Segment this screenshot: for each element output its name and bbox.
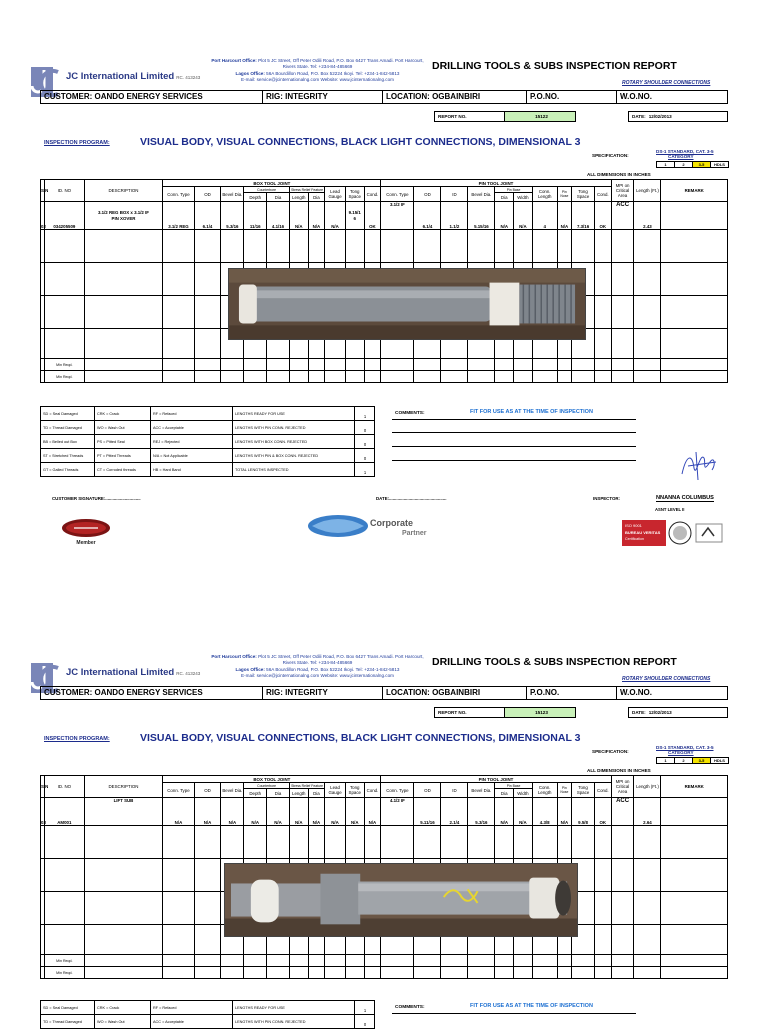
dims-note: ALL DIMENSIONS IN INCHES (587, 768, 651, 773)
comments-text: FIT FOR USE AS AT THE TIME OF INSPECTION (470, 409, 593, 415)
report-no-value: 15122 (504, 112, 575, 121)
legend-row: SD = Seal Damaged CRK = Crack RF = Refaced LENGTHS READY FOR USE 1 (41, 1001, 375, 1015)
comment-line (392, 1013, 636, 1014)
table-row: 03 AM001 LIFT SUB N/A N/A N/A N/A N/A N/A N/A N/A N/A N/A 4.1/2 IF 5.11/16 2.1/4 5.3/16 N/A N/A 4.3/8 N/A 9.5/8 OK ACC 2.64 (41, 798, 728, 826)
rig-field: RIG: INTEGRITY (263, 91, 383, 103)
category-selector: 1 2 3-5 HDLS (656, 757, 729, 764)
wo-field: W.O.NO. (620, 92, 652, 101)
location-field: LOCATION: OGBAINBIRI (383, 687, 527, 699)
date-value: 12/02/2013 (648, 114, 672, 119)
po-field: P.O.NO. (527, 687, 617, 699)
svg-text:Member: Member (76, 540, 96, 546)
customer-field: CUSTOMER: OANDO ENERGY SERVICES (41, 91, 263, 103)
comment-line (392, 446, 636, 447)
location-field: LOCATION: OGBAINBIRI (383, 91, 527, 103)
comments-label: COMMENTS: (395, 411, 425, 416)
wo-field: W.O.NO. (620, 688, 652, 697)
customer-field: CUSTOMER: OANDO ENERGY SERVICES (41, 687, 263, 699)
office-addresses: Port Harcourt Office: Plot 5 JC Street, Off Peter Odili Road, P.O. Box 6427 Trans Amadi. Port Harcourt, Rivers State. Tel: +234-84-485669 Lagos Office: 56A Bourdillon Road, P.O. Box 52224 Ikoyi. Tel: +234-1-842-5813 E-mail: service@jcinternationalng.com Website: www.jcinternationalng.com (211, 58, 424, 82)
inspection-table: S/N ID. NO DESCRIPTION BOX TOOL JOINT PIN TOOL JOINT MPI on Critical Area Length (Ft.) REMARK Conn. Type OD Bevel Dia. Counterbore Stress Relief Feature Lead Gauge Tong Space Cond. Conn. Type OD ID Bevel Dia. Pin Base Conn. Length Pin Nose Tong Space Cond. Depth Dia Length Dia Dia Width 02 034205509 3.1/2 REG BOX x 3.1/2 IF PIN XOVER 3.1/2 REG 6.1/4 5.3/16 11/16 4.1/16 N/A N/A N/A 9.15/1 6 OK 3.1/2 IF 6.1/4 1.1/2 5.15/16 N/A N/A 4 N/A 7.3/16 OK ACC 2.43 Min Reqd. Min Reqd. (40, 179, 728, 383)
table-row: 02 034205509 3.1/2 REG BOX x 3.1/2 IF PIN XOVER 3.1/2 REG 6.1/4 5.3/16 11/16 4.1/16 N/A N/A N/A 9.15/1 6 OK 3.1/2 IF 6.1/4 1.1/2 5.15/16 N/A N/A 4 N/A 7.3/16 OK ACC 2.43 (41, 202, 728, 230)
legend-row: ST = Stretched Threads PT = Pitted Threads N/A = Not Applicable LENGTHS WITH PIN & BOX CONN. REJECTED 0 (41, 449, 375, 463)
job-header-row (40, 686, 728, 700)
comment-line (392, 460, 636, 461)
lift-sub-photo (224, 863, 578, 937)
asnt-member-badge (60, 516, 112, 546)
po-field: P.O.NO. (527, 91, 617, 103)
inspection-program: VISUAL BODY, VISUAL CONNECTIONS, BLACK LIGHT CONNECTIONS, DIMENSIONAL 3 (140, 732, 581, 744)
comment-line (392, 419, 636, 420)
date-box: DATE: 12/02/2013 (628, 111, 728, 122)
svg-text:Partner: Partner (402, 530, 427, 537)
comments-text: FIT FOR USE AS AT THE TIME OF INSPECTION (470, 1003, 593, 1009)
report-no-value: 15123 (504, 708, 575, 717)
inspector-name: NNANNA COLUMBUS (656, 495, 714, 501)
bureau-veritas-cert-logo (622, 520, 726, 546)
report-page-1 (0, 50, 768, 650)
legend-row: SD = Seal Damaged CRK = Crack RF = Refaced LENGTHS READY FOR USE 1 (41, 407, 375, 421)
legend-row: BB = Belled out Box PS = Pitted Seal REJ = Rejected LENGTHS WITH BOX CONN. REJECTED 0 (41, 435, 375, 449)
asnt-corporate-partner-logo (306, 512, 474, 540)
inspection-table: S/N ID. NO DESCRIPTION BOX TOOL JOINT PIN TOOL JOINT MPI on Critical Area Length (Ft.) REMARK Conn. Type OD Bevel Dia. Counterbore Stress Relief Feature Lead Gauge Tong Space Cond. Conn. Type OD ID Bevel Dia. Pin Base Conn. Length Pin Nose Tong Space Cond. Depth Dia Length Dia Dia Width 03 AM001 LIFT SUB N/A N/A N/A N/A N/A N/A N/A N/A N/A N/A 4.1/2 IF 5.11/16 2.1/4 5.3/16 N/A N/A 4.3/8 N/A 9.5/8 OK ACC 2.64 Min Reqd. Min Reqd. (40, 775, 728, 979)
specification-label: SPECIFICATION: (592, 749, 629, 754)
report-no-box: REPORT NO. 15123 (434, 707, 576, 718)
inspection-program: VISUAL BODY, VISUAL CONNECTIONS, BLACK LIGHT CONNECTIONS, DIMENSIONAL 3 (140, 136, 581, 148)
category-selector: 1 2 3-5 HDLS (656, 161, 729, 168)
comments-label: COMMENTS: (395, 1005, 425, 1010)
report-page-2 (0, 646, 768, 1027)
svg-text:Corporate: Corporate (370, 518, 414, 528)
asnt-level: ASNT LEVEL II (655, 507, 685, 512)
rig-field: RIG: INTEGRITY (263, 687, 383, 699)
report-subtitle: ROTARY SHOULDER CONNECTIONS (622, 80, 711, 86)
legend-row: TD = Thread Damaged WO = Wash Out ACC = Acceptable LENGTHS WITH PIN CONN. REJECTED 0 (41, 1015, 375, 1029)
signature-date: DATE:............................................... (376, 496, 447, 501)
inspection-program-label: INSPECTION PROGRAM: (44, 736, 110, 742)
legend-table (40, 406, 375, 477)
svg-text:Certification: Certification (625, 537, 644, 541)
company-name: JC International Limited RC. 413243 (66, 667, 201, 678)
office-addresses: Port Harcourt Office: Plot 5 JC Street, Off Peter Odili Road, P.O. Box 6427 Trans Amadi. Port Harcourt, Rivers State. Tel: +234-84-485669 Lagos Office: 56A Bourdillon Road, P.O. Box 52224 Ikoyi. Tel: +234-1-842-5813 E-mail: service@jcinternationalng.com Website: www.jcinternationalng.com (211, 654, 424, 678)
report-no-box: REPORT NO. 15122 (434, 111, 576, 122)
report-subtitle: ROTARY SHOULDER CONNECTIONS (622, 676, 711, 682)
inspection-program-label: INSPECTION PROGRAM: (44, 140, 110, 146)
legend-row: TD = Thread Damaged WO = Wash Out ACC = Acceptable LENGTHS WITH PIN CONN. REJECTED 0 (41, 421, 375, 435)
inspector-label: INSPECTOR: (593, 496, 620, 501)
job-header-row (40, 90, 728, 104)
report-title: DRILLING TOOLS & SUBS INSPECTION REPORT (432, 60, 677, 72)
customer-signature: CUSTOMER SIGNATURE:............................. (52, 496, 141, 501)
inspector-signature (676, 448, 720, 482)
specification-value: DS-1 STANDARD, CAT. 3-5 CATEGORY (656, 745, 714, 755)
svg-text:BUREAU VERITAS: BUREAU VERITAS (625, 530, 661, 535)
svg-text:ISO 9001: ISO 9001 (625, 523, 642, 528)
crossover-sub-photo (228, 268, 586, 340)
legend-row: GT = Galled Threads CT = Corroded threads HB = Hard Band TOTAL LENGTHS INSPECTED 1 (41, 463, 375, 477)
legend-table (40, 1000, 375, 1029)
comment-line (392, 432, 636, 433)
specification-label: SPECIFICATION: (592, 153, 629, 158)
date-box: DATE: 12/02/2013 (628, 707, 728, 718)
company-name: JC International Limited RC. 413243 (66, 71, 201, 82)
report-title: DRILLING TOOLS & SUBS INSPECTION REPORT (432, 656, 677, 668)
specification-value: DS-1 STANDARD, CAT. 3-5 CATEGORY (656, 149, 714, 159)
dims-note: ALL DIMENSIONS IN INCHES (587, 172, 651, 177)
date-value: 12/02/2013 (648, 710, 672, 715)
